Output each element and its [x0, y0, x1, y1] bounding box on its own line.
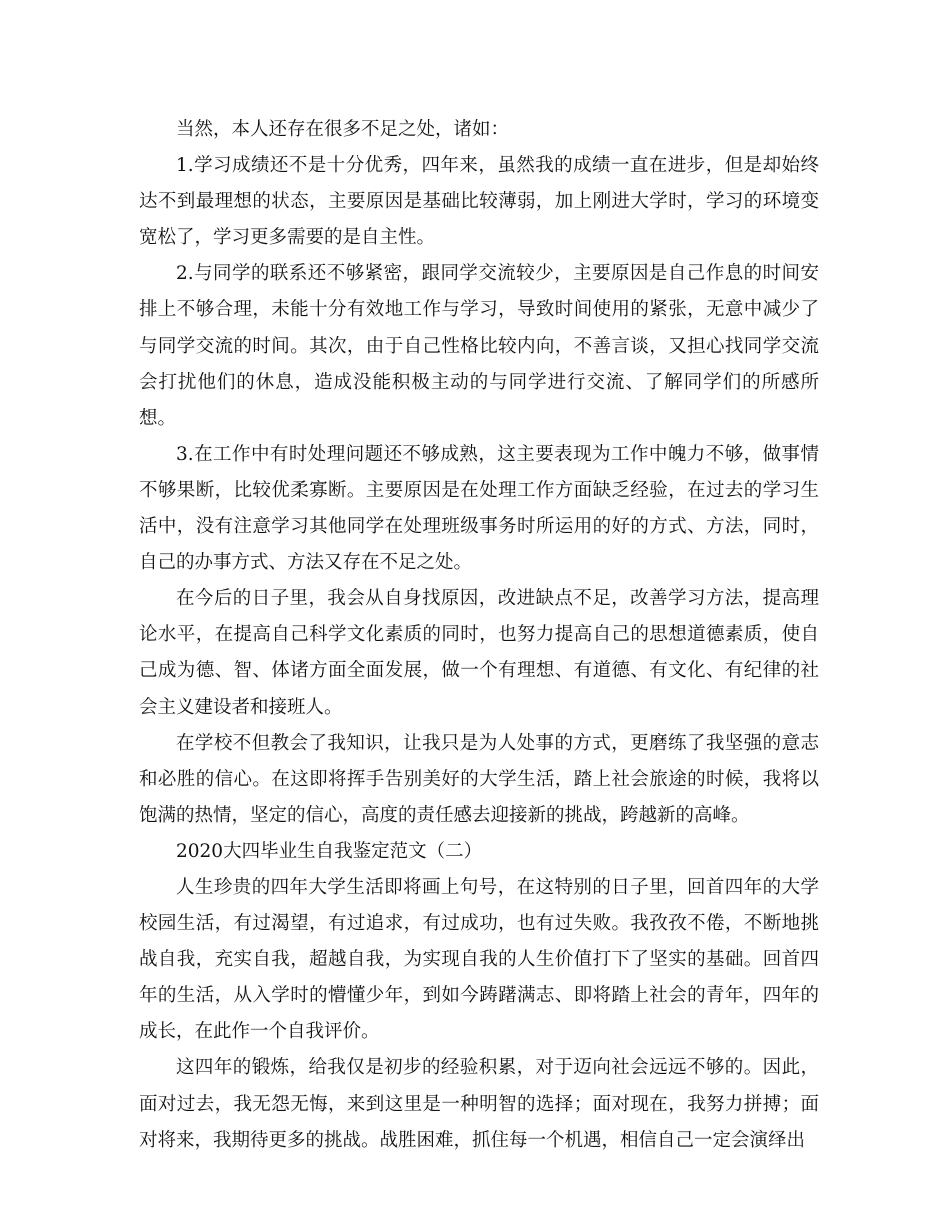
paragraph-four-years: 这四年的锻炼，给我仅是初步的经验积累，对于迈向社会远远不够的。因此，面对过去，我无怨无悔，来到这里是一种明智的选择；面对现在，我努力拼搏；面对将来，我期待更多的挑战。战胜困难，抓住每一个机遇，相信自己一定会演绎出: [139, 1057, 819, 1151]
paragraph-future-plan: 在今后的日子里，我会从自身找原因，改进缺点不足，改善学习方法，提高理论水平，在提高自己科学文化素质的同时，也努力提高自己的思想道德素质，使自己成为德、智、体诸方面全面发展，做一个有理想、有道德、有文化、有纪律的社会主义建设者和接班人。: [139, 588, 819, 718]
paragraph-shortcoming-1: 1.学习成绩还不是十分优秀，四年来，虽然我的成绩一直在进步，但是却始终达不到最理想的状态，主要原因是基础比较薄弱，加上刚进大学时，学习的环境变宽松了，学习更多需要的是自主性。: [139, 155, 819, 249]
paragraph-review-intro: 人生珍贵的四年大学生活即将画上句号，在这特别的日子里，回首四年的大学校园生活，有过渴望，有过追求，有过成功，也有过失败。我孜孜不倦，不断地挑战自我，充实自我，超越自我，为实现自我的人生价值打下了坚实的基础。回首四年的生活，从入学时的懵懂少年，到如今踌躇满志、即将踏上社会的青年，四年的成长，在此作一个自我评价。: [139, 876, 819, 1043]
paragraph-shortcoming-2: 2.与同学的联系还不够紧密，跟同学交流较少，主要原因是自己作息的时间安排上不够合理，未能十分有效地工作与学习，导致时间使用的紧张，无意中减少了与同学交流的时间。其次，由于自己性格比较内向，不善言谈，又担心找同学交流会打扰他们的休息，造成没能积极主动的与同学进行交流、了解同学们的所感所想。: [139, 263, 819, 429]
paragraph-school-gains: 在学校不但教会了我知识，让我只是为人处事的方式，更磨练了我坚强的意志和必胜的信心。在这即将挥手告别美好的大学生活，踏上社会旅途的时候，我将以饱满的热情，坚定的信心，高度的责任感去迎接新的挑战，跨越新的高峰。: [139, 732, 819, 826]
paragraph-shortcomings-intro: 当然，本人还存在很多不足之处，诸如：: [176, 119, 510, 140]
paragraph-shortcoming-3: 3.在工作中有时处理问题还不够成熟，这主要表现为工作中魄力不够，做事情不够果断，比较优柔寡断。主要原因是在处理工作方面缺乏经验，在过去的学习生活中，没有注意学习其他同学在处理班级事务时所运用的好的方式、方法，同时，自己的办事方式、方法又存在不足之处。: [139, 443, 819, 574]
section-heading: 2020大四毕业生自我鉴定范文（二）: [176, 840, 483, 862]
document-body: [139, 112, 819, 1159]
